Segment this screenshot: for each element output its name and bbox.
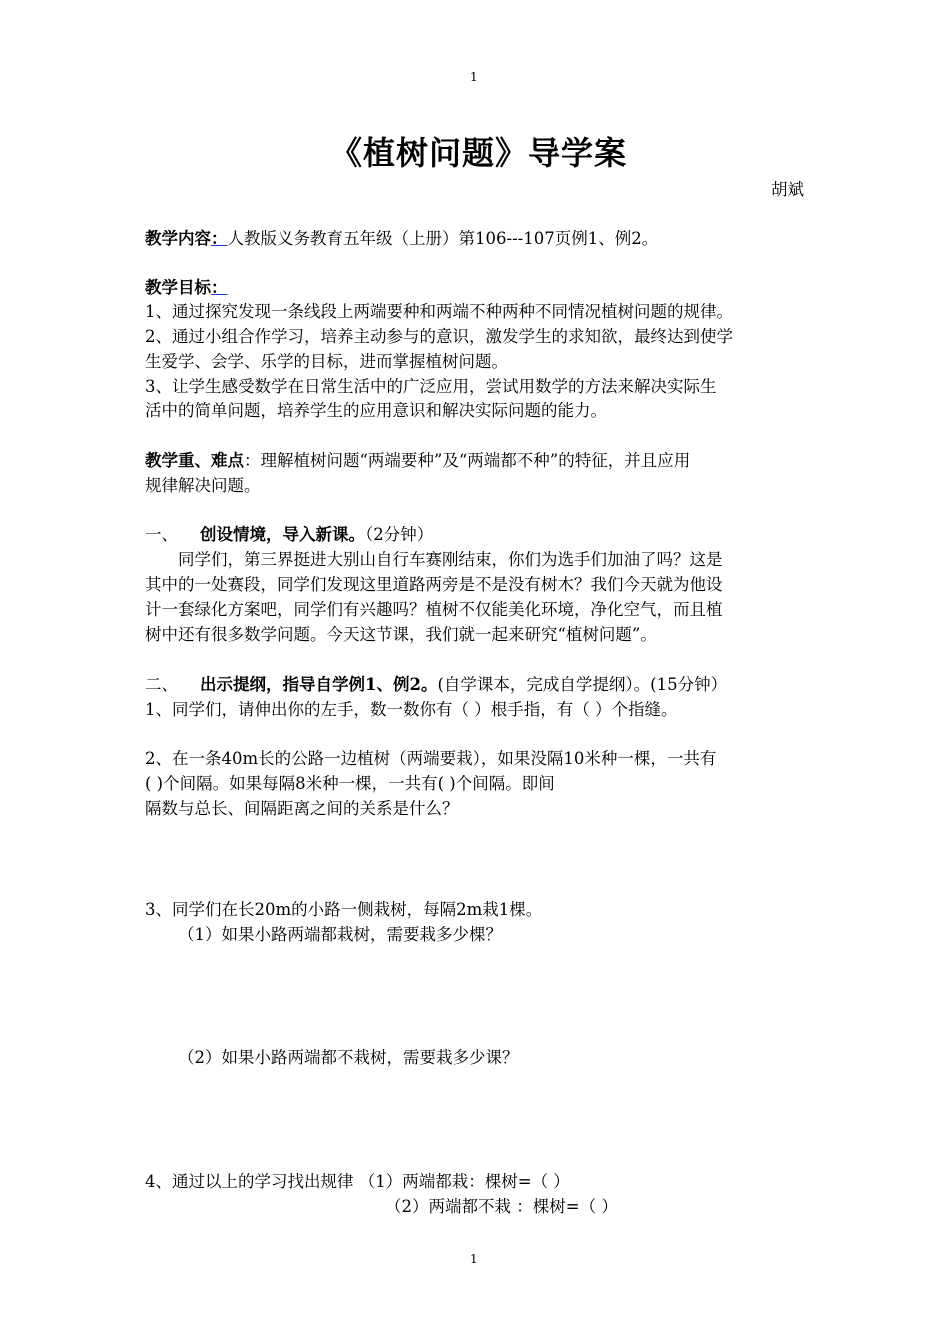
question-2-line-3: 隔数与总长、间隔距离之间的关系是什么？ [145, 799, 459, 818]
question-3: 3、同学们在长20m的小路一侧栽树，每隔2m栽1棵。 [145, 900, 543, 919]
content-line [145, 226, 658, 251]
question-2-line-1: 2、在一条40m长的公路一边植树（两端要栽），如果没隔10米种一棵，一共有 [145, 749, 717, 768]
section-2-heading [145, 672, 727, 697]
question-3-part-2: （2）如果小路两端都不栽树，需要栽多少课？ [178, 1048, 519, 1067]
key-points-text: ：理解植树问题“两端要种”及“两端都不种”的特征，并且应用 [244, 451, 691, 470]
section-2-title: 出示提纲，指导自学例1、例2。 [200, 675, 438, 694]
key-points-line-2: 规律解决问题。 [145, 476, 261, 495]
content-text: 人教版义务教育五年级（上册）第106---107页例1、例2。 [227, 229, 659, 248]
page-number-footer: 1 [470, 1252, 478, 1266]
page-number-header: 1 [470, 70, 478, 84]
content-label: 教学内容 [145, 229, 211, 248]
section-1-para-line-3: 计一套绿化方案吧，同学们有兴趣吗？植树不仅能美化环境，净化空气，而且植 [145, 600, 723, 619]
goals-heading [145, 275, 228, 300]
goal-item-2-line-1: 2、通过小组合作学习，培养主动参与的意识，激发学生的求知欲，最终达到使学 [145, 327, 733, 346]
goal-item-3-line-2: 活中的简单问题，培养学生的应用意识和解决实际问题的能力。 [145, 401, 607, 420]
section-1-heading [145, 522, 433, 547]
section-1-title: 创设情境，导入新课。 [200, 525, 365, 544]
section-1-para-line-4: 树中还有很多数学问题。今天这节课，我们就一起来研究“植树问题”。 [145, 625, 657, 644]
goals-colon: ： [211, 278, 228, 297]
question-4-line-2: （2）两端都不栽 ：棵树=（ ） [385, 1197, 618, 1216]
question-1: 1、同学们，请伸出你的左手，数一数你有（ ）根手指，有（ ）个指缝。 [145, 700, 678, 719]
section-1-number: 一、 [145, 525, 178, 544]
section-1-time: （2分钟） [365, 525, 434, 544]
goal-item-3-line-1: 3、让学生感受数学在日常生活中的广泛应用，尝试用数学的方法来解决实际生 [145, 377, 717, 396]
page-title: 《植树问题》导学案 [330, 134, 628, 172]
key-points-line-1 [145, 448, 690, 473]
key-points-label: 教学重、难点 [145, 451, 244, 470]
section-2-number: 二、 [145, 675, 178, 694]
section-1-para-line-2: 其中的一处赛段，同学们发现这里道路两旁是不是没有树木？我们今天就为他设 [145, 575, 723, 594]
section-1-para-line-1: 同学们，第三界挺进大别山自行车赛刚结束，你们为选手们加油了吗？这是 [178, 550, 723, 569]
section-2-note: (自学课本，完成自学提纲）。(15分钟） [437, 675, 728, 694]
question-2-line-2: ( )个间隔。如果每隔8米种一棵，一共有( )个间隔。即间 [145, 774, 555, 793]
goal-item-1: 1、通过探究发现一条线段上两端要种和两端不种两种不同情况植树问题的规律。 [145, 302, 733, 321]
content-colon: ： [211, 229, 228, 248]
question-3-part-1: （1）如果小路两端都栽树，需要栽多少棵？ [178, 925, 502, 944]
question-4-line-1: 4、通过以上的学习找出规律 （1）两端都栽：棵树=（ ） [145, 1172, 570, 1191]
goal-item-2-line-2: 生爱学、会学、乐学的目标，进而掌握植树问题。 [145, 352, 508, 371]
goals-label: 教学目标 [145, 278, 211, 297]
author: 胡斌 [771, 180, 804, 199]
